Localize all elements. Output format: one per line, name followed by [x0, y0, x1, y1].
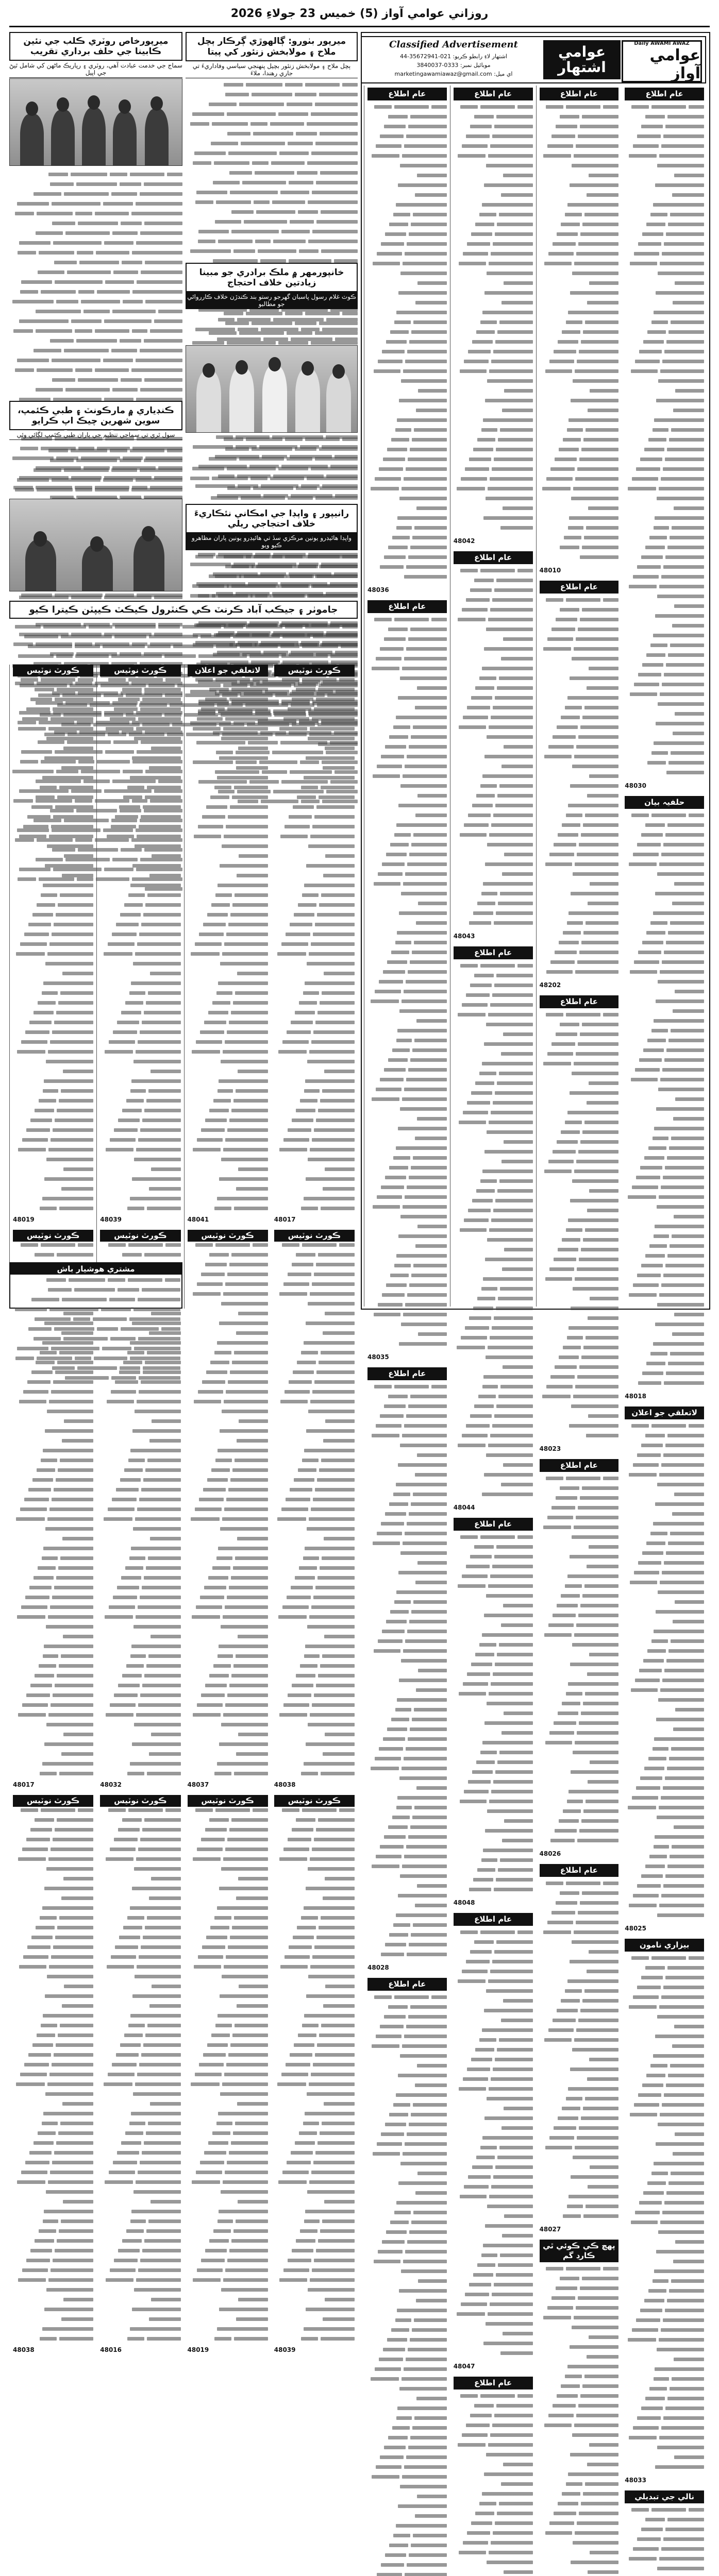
court-notice-ref: 48039	[100, 1216, 122, 1223]
story-khanpur-mahar	[186, 263, 358, 500]
court-notice	[13, 665, 93, 1225]
classified-ad	[540, 1459, 619, 1859]
ad-reference-number: 48047	[453, 2363, 475, 2370]
ad-heading: لاتعلقي جو اعلان	[625, 1406, 704, 1419]
court-notice	[188, 1795, 268, 2355]
ad-body	[625, 1422, 704, 1922]
court-column-3	[184, 665, 271, 2353]
ad-reference-number: 48035	[367, 1353, 389, 1361]
subhead-ranipur: واپڊا هائيڊرو يونين مرڪزي سڏ تي هائيڊرو يونين پاران مظاهرو ڪيو ويو	[186, 533, 358, 550]
court-notice-ref: 48019	[13, 1216, 35, 1223]
court-column-4	[271, 665, 358, 2353]
classified-column-1	[364, 86, 450, 1989]
medical-camp-text	[9, 447, 182, 494]
protest-photo	[186, 345, 358, 433]
classified-ad	[625, 88, 704, 791]
subhead-medical-camp: سول ٿري تي سماجي تنظيم جي پاران طبي ڪئمپ لڳائي وئي	[9, 430, 182, 440]
court-notice-title: ڪورٽ نوٽيس	[100, 665, 180, 676]
logo-tag: Daily AWAMI AWAZ	[634, 40, 690, 46]
warning-box	[9, 1262, 182, 1309]
ad-heading: عام اطلاع	[367, 1367, 447, 1380]
rotary-ceremony-photo	[9, 78, 182, 166]
court-notice-ref: 48016	[100, 2346, 122, 2353]
court-notice-ref: 48038	[13, 2346, 35, 2353]
jamoth-text	[9, 623, 358, 659]
classified-ad	[454, 1518, 533, 1908]
ad-heading: عام اطلاع	[540, 581, 619, 594]
classified-ad	[540, 1864, 619, 2234]
ad-heading: عام اطلاع	[540, 995, 619, 1008]
court-notice-title: ڪورٽ نوٽيس	[13, 665, 93, 676]
court-notice-ref: 48032	[100, 1781, 122, 1788]
logo-main: عوامي آواز	[649, 46, 700, 82]
court-notice-title: ڪورٽ نوٽيس	[100, 1795, 180, 1807]
ad-heading: عام اطلاع	[540, 1864, 619, 1877]
ad-body	[540, 1880, 619, 2223]
headline-rotary: ميرپورخاص روٽري ڪلب جي نئين ڪابينا جي حلف برداري تقريب	[9, 32, 182, 61]
court-notice-ref: 48037	[187, 1781, 209, 1788]
classified-ad	[454, 551, 533, 941]
court-notice-body	[274, 1807, 355, 2345]
court-notice-columns	[9, 665, 358, 2353]
court-notice-body	[13, 1807, 93, 2345]
ad-reference-number: 48202	[539, 981, 561, 989]
classified-ad	[625, 796, 704, 1401]
mobile-line: موبائيل نمبر: 0333-3840037	[416, 62, 491, 69]
warning-text	[12, 1277, 180, 1308]
court-column-1	[9, 665, 96, 2353]
phone-line: اشتهار لاءِ رابطو ڪريو: 021-35672941-44	[400, 53, 507, 60]
court-notice-body	[100, 676, 180, 1215]
ad-reference-number: 48042	[453, 537, 475, 545]
court-notice-title: ڪورٽ نوٽيس	[188, 1230, 268, 1242]
court-notice-body	[274, 1242, 355, 1780]
court-notice-body	[188, 676, 268, 1215]
classified-column-3	[536, 86, 622, 2260]
court-notice-body	[274, 676, 355, 1215]
classified-ad	[454, 88, 533, 546]
classified-ad	[367, 1367, 447, 1973]
ad-body	[454, 104, 533, 534]
ad-reference-number: 48033	[625, 2477, 646, 2484]
classified-column-2	[450, 86, 536, 2387]
court-notice	[188, 665, 268, 1225]
ad-heading: عام اطلاع	[367, 88, 447, 100]
story-jamoth	[9, 601, 358, 663]
ad-body	[454, 567, 533, 929]
ad-reference-number: 48027	[539, 2226, 561, 2233]
court-column-2	[96, 665, 183, 2353]
ad-heading: عام اطلاع	[454, 2377, 533, 2389]
ad-body	[367, 1383, 447, 1961]
masthead	[0, 0, 719, 29]
classified-ad	[625, 1406, 704, 1934]
ad-body	[454, 2393, 533, 2576]
ad-reference-number: 48048	[453, 1899, 475, 1906]
ad-heading: پهچ ڪي ڪوئي ٿي ڪارڊ گم	[540, 2240, 619, 2262]
court-notice-ref: 48019	[187, 2346, 209, 2353]
ad-reference-number: 48043	[453, 933, 475, 940]
ad-reference-number: 48044	[453, 1504, 475, 1511]
ad-reference-number: 48025	[625, 1925, 646, 1932]
court-notice-title: ڪورٽ نوٽيس	[13, 1795, 93, 1807]
classified-columns	[364, 86, 707, 2501]
court-notice-title: ڪورٽ نوٽيس	[274, 1795, 355, 1807]
mirpur-story-text	[186, 81, 358, 267]
court-notice-title: ڪورٽ نوٽيس	[13, 1230, 93, 1242]
subhead-mirpur-bathoro: ٻچل ملاح ۽ مولابخش زنئور بچيل پنهنجي سياسي وفاداريءَ تي جاري رهندا، ملاءَ	[186, 61, 358, 78]
ad-body	[625, 1955, 704, 2473]
classified-section-logo: عوامي اشتهار	[543, 40, 621, 79]
ad-body	[540, 1011, 619, 1442]
court-notice-ref: 48039	[274, 2346, 296, 2353]
masthead-rule	[9, 26, 710, 27]
court-notice-ref: 48017	[274, 1216, 296, 1223]
ad-body	[625, 104, 704, 779]
ad-body	[367, 1994, 447, 2576]
court-notice	[100, 1795, 180, 2355]
ad-body	[625, 812, 704, 1389]
ad-body	[454, 1534, 533, 1896]
khanpur-story-text-2	[186, 436, 358, 498]
classified-ad	[454, 946, 533, 1513]
ad-body	[540, 1475, 619, 1847]
court-notice	[274, 1230, 355, 1790]
court-notice-body	[188, 1807, 268, 2345]
khanpur-story-text	[186, 310, 358, 346]
ad-reference-number: 48030	[625, 782, 646, 789]
classified-ad	[625, 2490, 704, 2576]
dateline: روزاني عوامي آواز (5) خميس 23 جولاءِ 2026	[230, 7, 489, 20]
court-notice	[274, 665, 355, 1225]
rotary-story-text	[9, 171, 182, 377]
ad-heading: حلفيہ بيان	[625, 796, 704, 809]
headline-jamoth: جاموٺر ۽ جيڪب آباد ڪرنٽ ڪي ڪنٽرول ڪيڪٽ ڪيپٽن ڪيترا ڪيو	[9, 601, 358, 619]
ad-heading: عام اطلاع	[367, 600, 447, 613]
ad-body	[540, 104, 619, 564]
email-line: اي ميل: marketingawamiawaz@gmail.com	[394, 71, 513, 77]
classified-column-4	[622, 86, 707, 2501]
court-notice	[100, 665, 180, 1225]
court-notice-title: ڪورٽ نوٽيس	[274, 1230, 355, 1242]
ad-heading: عام اطلاع	[454, 946, 533, 959]
ad-heading: عام اطلاع	[454, 1518, 533, 1531]
classified-ad	[540, 995, 619, 1454]
ad-heading: عام اطلاع	[540, 88, 619, 100]
ad-body	[367, 616, 447, 1350]
medical-camp-photo	[9, 499, 182, 591]
headline-medical-camp: ڪنڊياري ۾ مارڪونٽ ۽ طبي ڪئمپ، سوين شهرين چيڪ اپ ڪرايو	[9, 401, 182, 430]
ad-heading: عام اطلاع	[540, 1459, 619, 1472]
classified-ad	[625, 1939, 704, 2485]
classified-ad	[367, 1978, 447, 2576]
classified-ad	[540, 2240, 619, 2576]
classified-ad	[540, 88, 619, 575]
ad-reference-number: 48036	[367, 586, 389, 594]
ad-heading: عام اطلاع	[625, 88, 704, 100]
ad-heading: عام اطلاع	[454, 1913, 533, 1926]
ad-body	[540, 597, 619, 978]
court-notice	[13, 1795, 93, 2355]
court-notice-ref: 48041	[187, 1216, 209, 1223]
ad-body	[625, 2506, 704, 2576]
court-notice-title: ڪورٽ نوٽيس	[188, 1795, 268, 1807]
court-notice	[188, 1230, 268, 1790]
ad-body	[454, 962, 533, 1501]
ad-reference-number: 48028	[367, 1964, 389, 1971]
court-notice-ref: 48017	[13, 1781, 35, 1788]
court-notices	[9, 665, 358, 2353]
court-notice-body	[188, 1242, 268, 1780]
ad-heading: بيزاري نامون	[625, 1939, 704, 1952]
court-notice-title: ڪورٽ نوٽيس	[100, 1230, 180, 1242]
classified-ad	[454, 2377, 533, 2576]
court-notice-body	[100, 1807, 180, 2345]
warning-title: مشتري هوشيار باش	[10, 1263, 181, 1275]
ad-body	[454, 1929, 533, 2360]
awami-awaz-logo	[622, 40, 702, 82]
classified-ad	[540, 581, 619, 990]
headline-mirpur-bathoro: ميرپور بٺورو: ڳالهوڙي ڳرڪار ٻچل ملاح ۽ مولابخش زنئور کي پيتا	[186, 32, 358, 61]
classified-ad	[367, 600, 447, 1362]
ad-reference-number: 48018	[625, 1393, 646, 1400]
ad-heading: نالي جي تبديلي	[625, 2490, 704, 2503]
classified-label: Classified Advertisement	[389, 39, 518, 50]
ad-heading: عام اطلاع	[454, 551, 533, 564]
ad-heading: عام اطلاع	[454, 88, 533, 100]
ad-body	[367, 104, 447, 583]
ad-heading: عام اطلاع	[367, 1978, 447, 1991]
subhead-rotary: سماج جي خدمت عبادت آهي، روٽري ۽ رپاريڪ ماڻهن کي شامل ٿيڻ جي اپيل	[9, 61, 182, 78]
court-notice-body	[13, 676, 93, 1215]
court-notice-ref: 48038	[274, 1781, 296, 1788]
headline-khanpur: خانپورمهر ۾ ملڪ برادري جو مبينا زيادتين خلاف احتجاج	[186, 263, 358, 292]
subhead-khanpur: ڪوٽ غلام رسول پاسبان گهرجو رستو بند ڪندڙن خلاف ڪارروائي جو مطالبو	[186, 292, 358, 309]
ad-reference-number: 48023	[539, 1445, 561, 1452]
story-mirpur-bathoro	[186, 32, 358, 269]
story-medical-camp	[9, 401, 182, 597]
court-notice	[274, 1795, 355, 2355]
ad-reference-number: 48010	[539, 567, 561, 574]
ad-body	[540, 2265, 619, 2576]
classified-ad	[454, 1913, 533, 2371]
contact-box	[366, 39, 541, 80]
classified-header	[361, 36, 706, 83]
court-notice-title: لاتعلقي جو اعلان	[188, 665, 268, 676]
court-notice-title: ڪورٽ نوٽيس	[274, 665, 355, 676]
ad-reference-number: 48026	[539, 1850, 561, 1857]
headline-ranipur: رانيپور ۽ واپڊا جي امڪاني نئڪاريءَ خلاف احتجاجي ريلي	[186, 504, 358, 533]
classified-ad	[367, 88, 447, 595]
